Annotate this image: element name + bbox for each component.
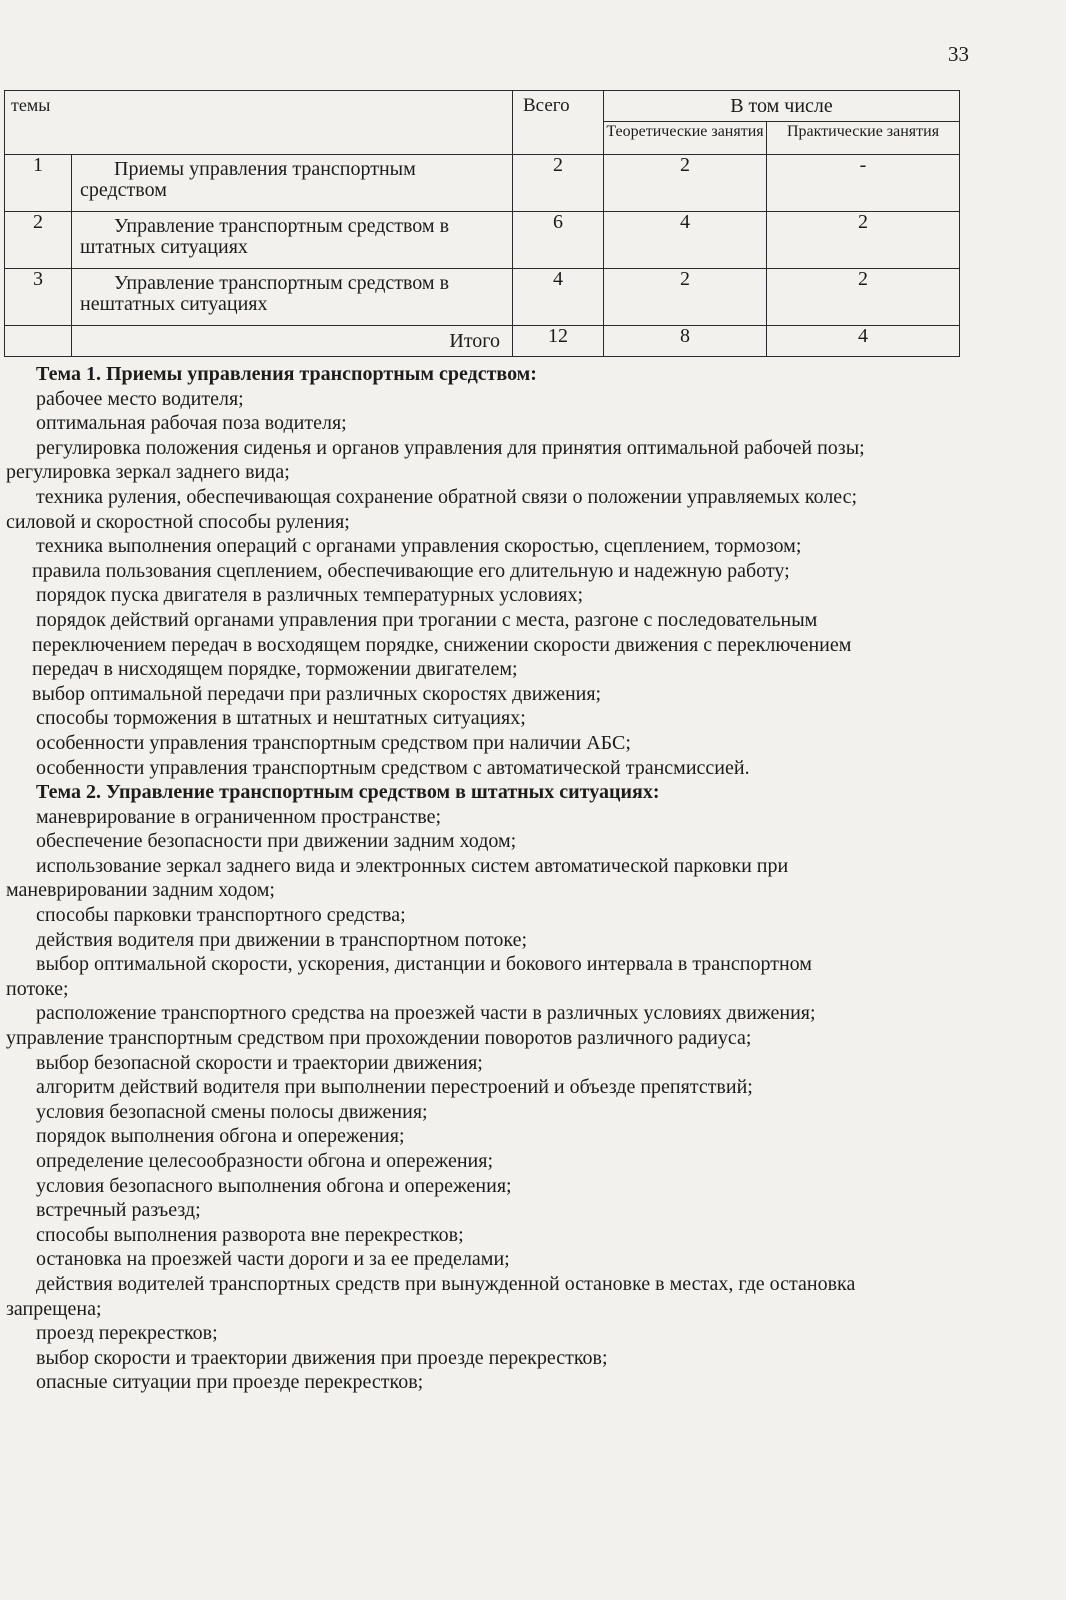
- topic1-line: правила пользования сцеплением, обеспечивающие его длительную и надежную работу;: [32, 559, 790, 582]
- topic2-line: выбор скорости и траектории движения при проезде перекрестков;: [36, 1346, 608, 1369]
- row-name: Управление транспортным средством в штатных ситуациях: [80, 215, 450, 258]
- header-including: В том числе: [730, 95, 833, 117]
- topic2-line: условия безопасной смены полосы движения;: [36, 1100, 428, 1123]
- topic1-line: порядок действий органами управления при трогании с места, разгоне с последовательным: [36, 608, 818, 631]
- topic2-line: маневрирование в ограниченном пространстве;: [36, 805, 442, 828]
- topic2-line: встречный разъезд;: [36, 1199, 201, 1222]
- header-topic: темы: [11, 95, 51, 115]
- topic1-line: особенности управления транспортным средством при наличии АБС;: [36, 731, 631, 754]
- page-number: 33: [948, 42, 969, 66]
- totals-label-cell: [72, 326, 513, 357]
- topic1-line: передач в нисходящем порядке, торможении двигателем;: [32, 658, 518, 681]
- topic2-line: выбор безопасной скорости и траектории движения;: [36, 1051, 483, 1074]
- row-theory: 4: [604, 212, 767, 269]
- totals-theory: 8: [604, 326, 767, 357]
- topics-content: [0, 362, 1066, 1395]
- topic1-line: регулировка зеркал заднего вида;: [6, 461, 290, 484]
- topic2-line: условия безопасного выполнения обгона и опережения;: [36, 1174, 512, 1197]
- hours-table: [4, 90, 960, 357]
- topic2-line: определение целесообразности обгона и опережения;: [36, 1150, 494, 1172]
- topic1-line: выбор оптимальной передачи при различных скоростях движения;: [32, 682, 602, 705]
- topic1-line: техника руления, обеспечивающая сохранение обратной связи о положении управляемых колес;: [36, 485, 858, 508]
- header-practice: Практические занятия: [767, 122, 960, 155]
- table-row: [5, 212, 960, 269]
- topic2-line: потоке;: [6, 977, 69, 1000]
- row-total: 4: [513, 269, 604, 326]
- totals-empty-cell: [5, 326, 72, 357]
- topic1-line: способы торможения в штатных и нештатных ситуациях;: [36, 707, 526, 730]
- topic1-heading: Тема 1. Приемы управления транспортным средством:: [36, 363, 537, 385]
- topic2-line: расположение транспортного средства на проезжей части в различных условиях движения;: [36, 1002, 816, 1025]
- row-number: 1: [5, 155, 72, 212]
- row-name: Управление транспортным средством в нештатных ситуациях: [80, 272, 450, 315]
- topic1-line: силовой и скоростной способы руления;: [6, 510, 350, 533]
- topic1-line: регулировка положения сиденья и органов управления для принятия оптимальной рабочей позы;: [36, 436, 865, 459]
- header-total-cell: [513, 91, 604, 155]
- topic2-line: способы выполнения разворота вне перекрестков;: [36, 1223, 464, 1246]
- header-theory: Теоретические занятия: [604, 122, 767, 155]
- topic2-line: опасные ситуации при проезде перекрестков;: [36, 1371, 424, 1394]
- topic2-line: управление транспортным средством при прохождении поворотов различного радиуса;: [6, 1027, 752, 1050]
- topic2-line: проезд перекрестков;: [36, 1322, 218, 1345]
- row-number: 2: [5, 212, 72, 269]
- row-name: Приемы управления транспортным средством: [80, 158, 416, 201]
- topic2-line: порядок выполнения обгона и опережения;: [36, 1125, 405, 1148]
- row-practice: -: [767, 155, 960, 212]
- table-header-row: [5, 91, 960, 122]
- topic1-line: техника выполнения операций с органами управления скоростью, сцеплением, тормозом;: [36, 535, 802, 558]
- row-name-cell: [72, 155, 513, 212]
- header-including-cell: [604, 91, 960, 122]
- topic1-line: переключением передач в восходящем порядке, снижении скорости движения с переключением: [32, 633, 852, 656]
- topic1-line: особенности управления транспортным средством с автоматической трансмиссией.: [36, 756, 750, 779]
- topic1-line: оптимальная рабочая поза водителя;: [36, 412, 347, 435]
- totals-practice: 4: [767, 326, 960, 357]
- topic2-line: использование зеркал заднего вида и электронных систем автоматической парковки при: [36, 854, 789, 877]
- row-name-cell: [72, 212, 513, 269]
- topic2-line: действия водителя при движении в транспортном потоке;: [36, 928, 528, 951]
- table-totals-row: [5, 326, 960, 357]
- topic2-line: алгоритм действий водителя при выполнении перестроений и объезде препятствий;: [36, 1076, 753, 1099]
- totals-label: Итого: [449, 330, 500, 352]
- table-row: [5, 155, 960, 212]
- topic2-line: действия водителей транспортных средств при вынужденной остановке в местах, где остановка: [36, 1272, 856, 1295]
- row-theory: 2: [604, 269, 767, 326]
- header-total: Всего: [523, 95, 570, 116]
- topic1-line: порядок пуска двигателя в различных температурных условиях;: [36, 584, 584, 607]
- totals-total: 12: [513, 326, 604, 357]
- topic1-line: рабочее место водителя;: [36, 387, 244, 410]
- topic2-heading: Тема 2. Управление транспортным средством в штатных ситуациях:: [36, 781, 660, 804]
- row-practice: 2: [767, 212, 960, 269]
- row-practice: 2: [767, 269, 960, 326]
- row-theory: 2: [604, 155, 767, 212]
- topic2-line: способы парковки транспортного средства;: [36, 904, 406, 927]
- header-topic-cell: [5, 91, 513, 155]
- row-total: 2: [513, 155, 604, 212]
- topic2-line: запрещена;: [6, 1297, 102, 1320]
- table-row: [5, 269, 960, 326]
- row-name-cell: [72, 269, 513, 326]
- topic2-line: остановка на проезжей части дороги и за ее пределами;: [36, 1248, 510, 1271]
- topic2-line: маневрировании задним ходом;: [6, 879, 275, 902]
- row-total: 6: [513, 212, 604, 269]
- row-number: 3: [5, 269, 72, 326]
- topic2-line: выбор оптимальной скорости, ускорения, дистанции и бокового интервала в транспортном: [36, 953, 812, 976]
- topic2-line: обеспечение безопасности при движении задним ходом;: [36, 830, 517, 853]
